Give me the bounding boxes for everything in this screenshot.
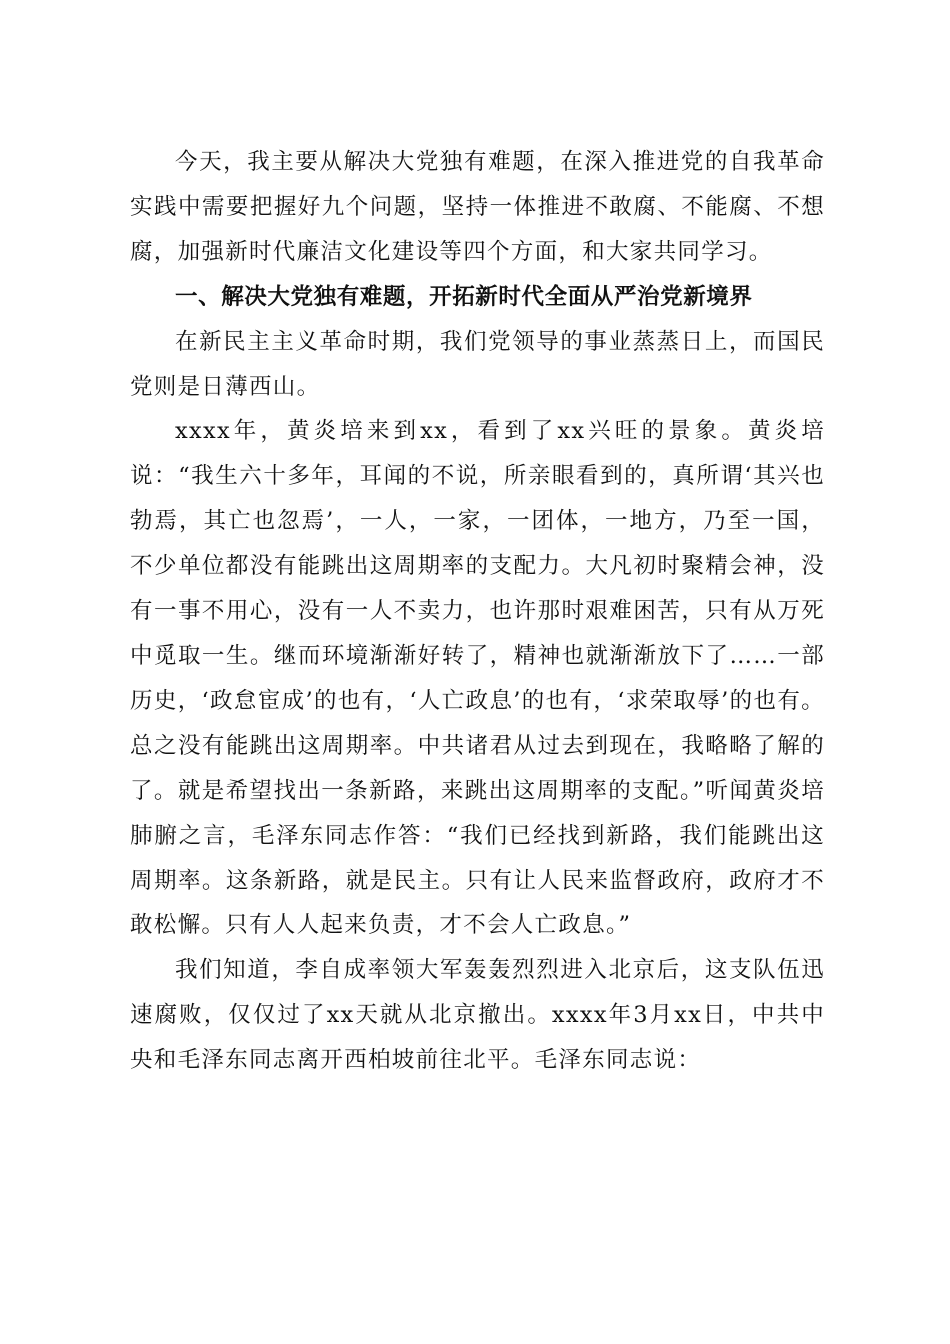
body-paragraph: xxxx年，黄炎培来到xx，看到了xx兴旺的景象。黄炎培说：“我生六十多年，耳闻的不说，所亲眼看到的，真所谓‘其兴也勃焉，其亡也忽焉’，一人，一家，一团体，一地方，乃至一国，不少单位都没有能跳出这周期率的支配力。大凡初时聚精会神，没有一事不用心，没有一人不卖力，也许那时艰难困苦，只有从万死中觅取一生。继而环境渐渐好转了，精神也就渐渐放下了……一部历史，‘政怠宦成’的也有，‘人亡政息’的也有，‘求荣取辱’的也有。总之没有能跳出这周期率。中共诸君从过去到现在，我略略了解的了。就是希望找出一条新路，来跳出这周期率的支配。”听闻黄炎培肺腑之言，毛泽东同志作答：“我们已经找到新路，我们能跳出这周期率。这条新路，就是民主。只有让人民来监督政府，政府才不敢松懈。只有人人起来负责，才不会人亡政息。” — [130, 418, 825, 939]
document-body — [130, 140, 825, 1083]
body-paragraph: 在新民主主义革命时期，我们党领导的事业蒸蒸日上，而国民党则是日薄西山。 — [130, 328, 825, 400]
body-paragraph: 我们知道，李自成率领大军轰轰烈烈进入北京后，这支队伍迅速腐败，仅仅过了xx天就从北京撤出。xxxx年3月xx日，中共中央和毛泽东同志离开西柏坡前往北平。毛泽东同志说： — [130, 957, 825, 1074]
intro-paragraph: 今天，我主要从解决大党独有难题，在深入推进党的自我革命实践中需要把握好九个问题，坚持一体推进不敢腐、不能腐、不想腐，加强新时代廉洁文化建设等四个方面，和大家共同学习。 — [130, 149, 825, 265]
section-heading: 一、解决大党独有难题，开拓新时代全面从严治党新境界 — [175, 283, 753, 310]
